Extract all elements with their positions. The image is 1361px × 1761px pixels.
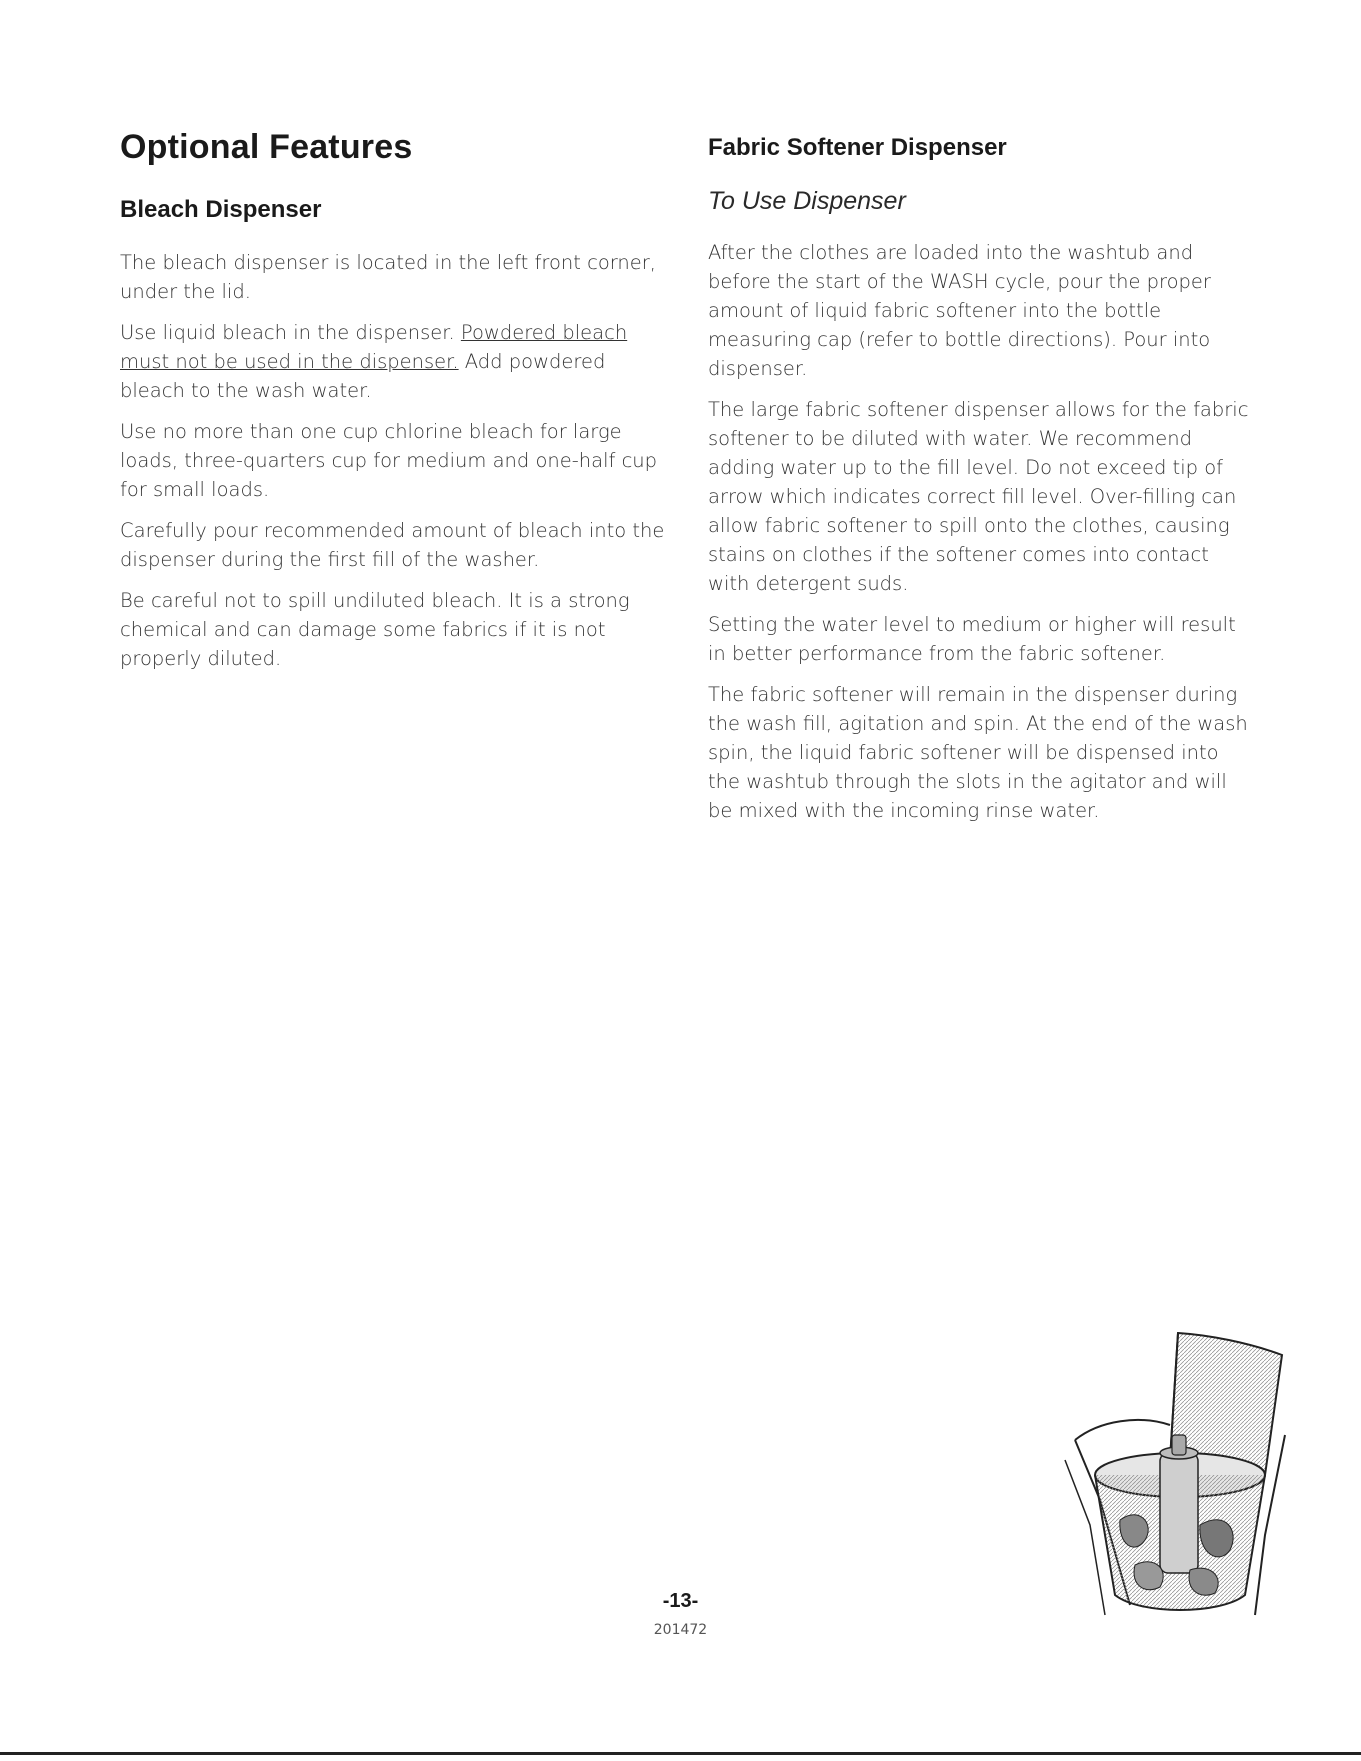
bleach-paragraph-pour: Carefully pour recommended amount of bleach into the dispenser during the first fill of the washer. bbox=[120, 519, 665, 571]
bleach-dispenser-body bbox=[120, 248, 665, 685]
softener-paragraph-load: After the clothes are loaded into the washtub and before the start of the WASH cycle, pour the proper amount of liquid fabric softener into the bottle measuring cap (refer to bottle directions). Pour into dispenser. bbox=[708, 241, 1211, 380]
document-number: 201472 bbox=[653, 1622, 708, 1638]
bottom-rule bbox=[0, 1752, 1361, 1755]
bleach-paragraph-caution: Be careful not to spill undiluted bleach. It is a strong chemical and can damage some fabrics if it is not properly diluted. bbox=[120, 589, 630, 670]
fabric-softener-body bbox=[708, 238, 1253, 837]
softener-paragraph-dilute: The large fabric softener dispenser allows for the fabric softener to be diluted with water. We recommend adding water up to the fill level. Do not exceed tip of arrow which indicates correct fill level. Over-filling can allow fabric softener to spill onto the clothes, causing stains on clothes if the softener comes into contact with detergent suds. bbox=[708, 398, 1249, 595]
fabric-softener-heading: Fabric Softener Dispenser bbox=[708, 134, 1007, 161]
page-number: -13- bbox=[662, 1590, 699, 1612]
softener-paragraph-water-level: Setting the water level to medium or higher will result in better performance from the fabric softener. bbox=[708, 613, 1236, 665]
bleach-paragraph-liquid: Use liquid bleach in the dispenser. Powdered bleach must not be used in the dispenser. Add powdered bleach to the wash water. bbox=[120, 321, 628, 402]
bleach-paragraph-amount: Use no more than one cup chlorine bleach for large loads, three-quarters cup for medium and one-half cup for small loads. bbox=[120, 420, 658, 501]
bleach-dispenser-heading: Bleach Dispenser bbox=[120, 196, 322, 223]
powdered-bleach-warning: Powdered bleach must not be used in the dispenser. bbox=[120, 321, 628, 373]
to-use-dispenser-subheading: To Use Dispenser bbox=[708, 187, 906, 215]
page-title: Optional Features bbox=[120, 128, 413, 166]
washer-agitator-illustration bbox=[1060, 1325, 1290, 1620]
bleach-paragraph-location: The bleach dispenser is located in the left front corner, under the lid. bbox=[120, 251, 657, 303]
softener-paragraph-dispense: The fabric softener will remain in the dispenser during the wash fill, agitation and spin. At the end of the wash spin, the liquid fabric softener will be dispensed into the washtub through the slots in the agitator and will be mixed with the incoming rinse water. bbox=[708, 683, 1248, 822]
